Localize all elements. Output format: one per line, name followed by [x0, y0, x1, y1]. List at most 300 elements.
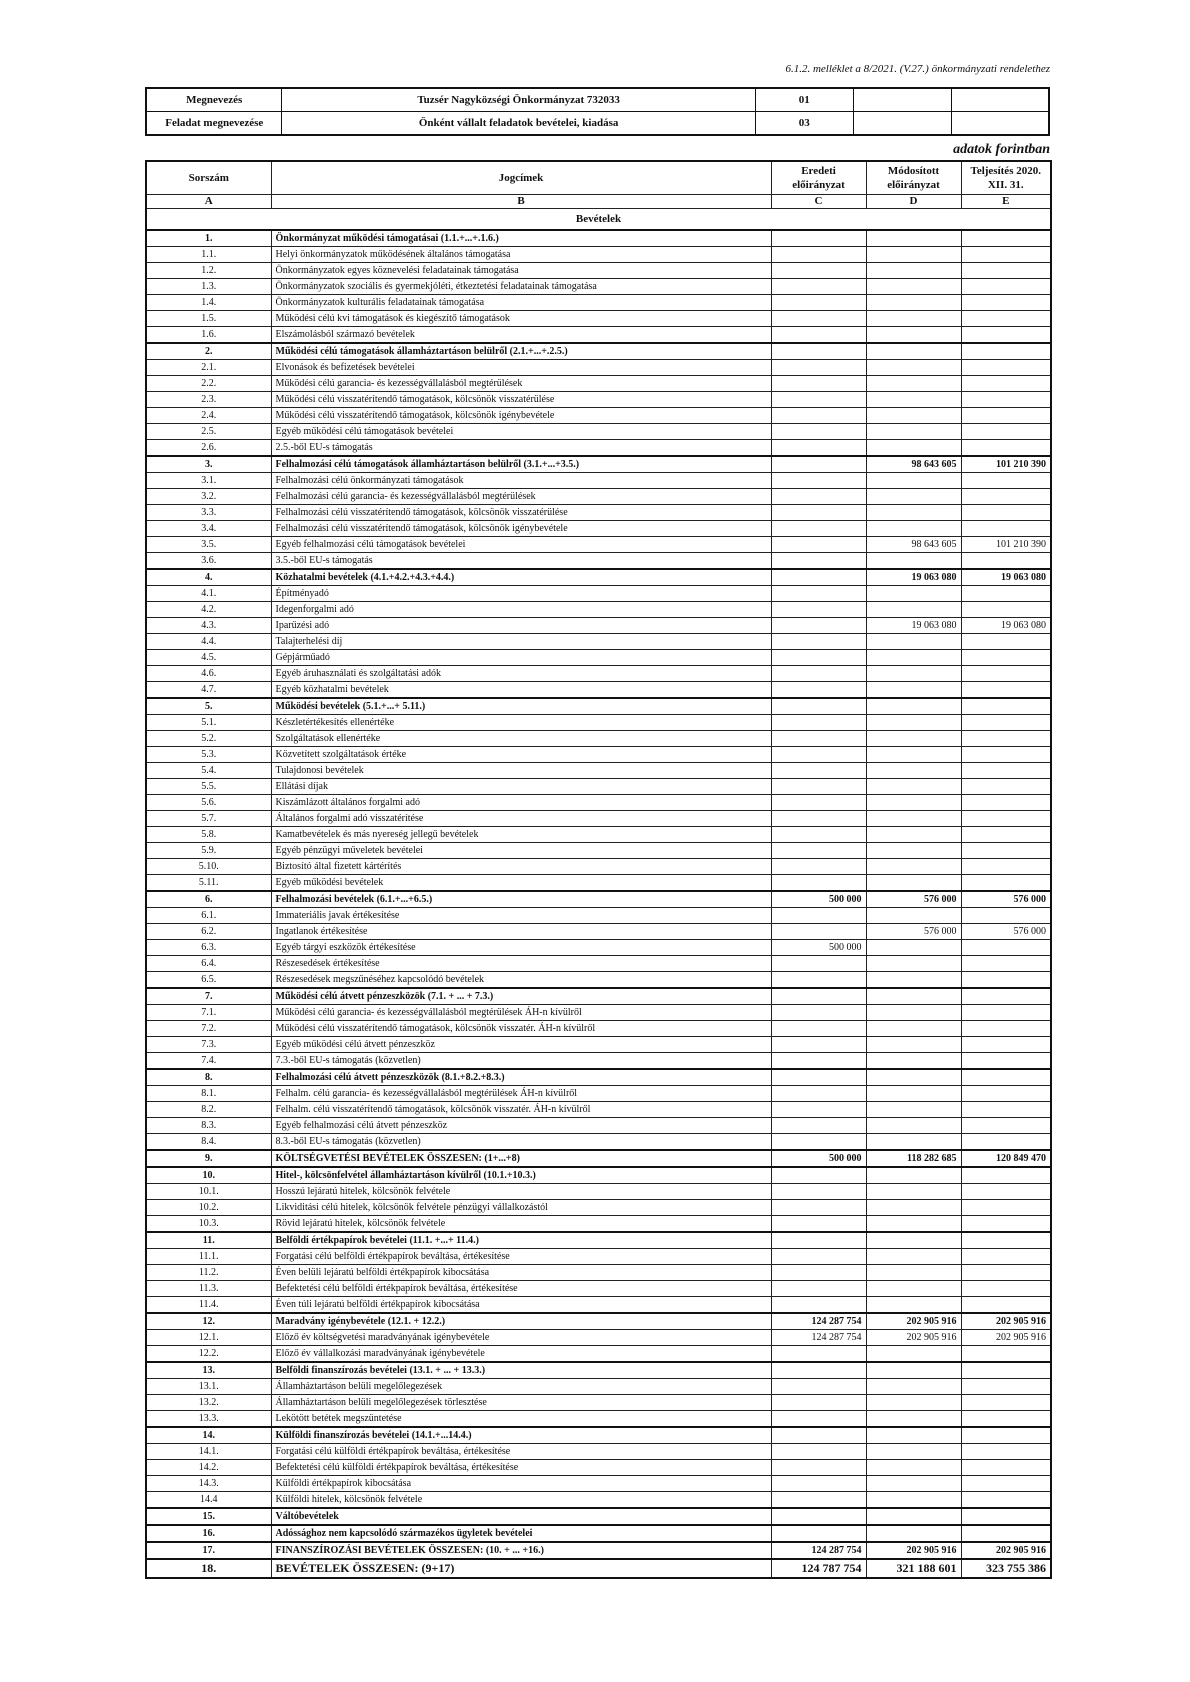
row-number: 2. [146, 343, 271, 360]
row-teljesites: 202 905 916 [961, 1313, 1051, 1330]
row-label: Felhalmozási célú önkormányzati támogatások [271, 473, 771, 489]
table-row [146, 715, 1051, 731]
row-label: Kamatbevételek és más nyereség jellegű bevételek [271, 827, 771, 843]
row-modositott [866, 715, 961, 731]
row-label: Előző év vállalkozási maradványának igénybevétele [271, 1346, 771, 1363]
row-number: 6.5. [146, 972, 271, 989]
table-row [146, 731, 1051, 747]
row-number: 5.5. [146, 779, 271, 795]
table-row [146, 1216, 1051, 1233]
row-number: 2.6. [146, 440, 271, 457]
row-eredeti [771, 489, 866, 505]
row-modositott [866, 295, 961, 311]
row-modositott [866, 1232, 961, 1249]
row-label: Közvetített szolgáltatások értéke [271, 747, 771, 763]
row-eredeti [771, 602, 866, 618]
name-label: Megnevezés [146, 88, 282, 112]
row-eredeti [771, 1134, 866, 1151]
row-label: Külföldi értékpapírok kibocsátása [271, 1476, 771, 1492]
row-eredeti [771, 408, 866, 424]
table-row [146, 489, 1051, 505]
table-row [146, 618, 1051, 634]
section-title: Bevételek [146, 209, 1051, 231]
row-eredeti [771, 230, 866, 247]
row-label: Felhalmozási célú visszatérítendő támogatások, kölcsönök igénybevétele [271, 521, 771, 537]
row-eredeti [771, 875, 866, 892]
row-label: Felhalmozási célú támogatások államháztartáson belülről (3.1.+...+3.5.) [271, 456, 771, 473]
row-teljesites [961, 1069, 1051, 1086]
row-teljesites [961, 1362, 1051, 1379]
row-number: 8.4. [146, 1134, 271, 1151]
row-number: 3.5. [146, 537, 271, 553]
table-row [146, 1102, 1051, 1118]
row-modositott [866, 731, 961, 747]
row-number: 5.6. [146, 795, 271, 811]
row-modositott: 202 905 916 [866, 1330, 961, 1346]
annex-note: 6.1.2. melléklet a 8/2021. (V.27.) önkormányzati rendelethez [785, 63, 1050, 75]
row-eredeti: 124 287 754 [771, 1330, 866, 1346]
row-modositott [866, 747, 961, 763]
row-number: 1. [146, 230, 271, 247]
row-modositott [866, 682, 961, 699]
row-number: 10. [146, 1167, 271, 1184]
row-teljesites [961, 747, 1051, 763]
row-eredeti [771, 698, 866, 715]
row-teljesites [961, 376, 1051, 392]
row-label: Általános forgalmi adó visszatérítése [271, 811, 771, 827]
row-eredeti [771, 827, 866, 843]
row-teljesites: 101 210 390 [961, 537, 1051, 553]
row-label: Maradvány igénybevétele (12.1. + 12.2.) [271, 1313, 771, 1330]
row-number: 8.3. [146, 1118, 271, 1134]
row-modositott [866, 392, 961, 408]
table-row [146, 1395, 1051, 1411]
row-modositott [866, 424, 961, 440]
col-letter: E [961, 195, 1051, 209]
row-label: Önkormányzatok egyes köznevelési feladatainak támogatása [271, 263, 771, 279]
row-eredeti [771, 1118, 866, 1134]
row-number: 13.2. [146, 1395, 271, 1411]
row-label: Szolgáltatások ellenértéke [271, 731, 771, 747]
col-eredeti: Eredeti előirányzat [771, 161, 866, 195]
row-modositott [866, 1265, 961, 1281]
table-row [146, 1200, 1051, 1216]
row-modositott [866, 489, 961, 505]
row-modositott [866, 843, 961, 859]
row-eredeti [771, 1297, 866, 1314]
blank-cell [853, 112, 951, 136]
table-row [146, 440, 1051, 457]
row-teljesites [961, 1005, 1051, 1021]
row-label: Működési bevételek (5.1.+...+ 5.11.) [271, 698, 771, 715]
row-label: Váltóbevételek [271, 1508, 771, 1525]
row-label: Likviditási célú hitelek, kölcsönök felvétele pénzügyi vállalkozástól [271, 1200, 771, 1216]
row-label: Egyéb működési célú átvett pénzeszköz [271, 1037, 771, 1053]
row-eredeti: 124 287 754 [771, 1313, 866, 1330]
row-modositott [866, 634, 961, 650]
table-row [146, 940, 1051, 956]
row-number: 6.4. [146, 956, 271, 972]
row-teljesites [961, 392, 1051, 408]
row-number: 14.1. [146, 1444, 271, 1460]
row-label: 8.3.-ből EU-s támogatás (közvetlen) [271, 1134, 771, 1151]
row-teljesites [961, 1086, 1051, 1102]
row-modositott [866, 1069, 961, 1086]
table-row [146, 569, 1051, 586]
row-label: Befektetési célú külföldi értékpapírok beváltása, értékesítése [271, 1460, 771, 1476]
row-teljesites [961, 1427, 1051, 1444]
row-teljesites [961, 1492, 1051, 1509]
row-teljesites [961, 408, 1051, 424]
row-number: 12.2. [146, 1346, 271, 1363]
table-row [146, 1005, 1051, 1021]
table-row [146, 1232, 1051, 1249]
row-eredeti [771, 456, 866, 473]
row-teljesites: 202 905 916 [961, 1542, 1051, 1559]
table-row [146, 408, 1051, 424]
row-teljesites: 101 210 390 [961, 456, 1051, 473]
row-teljesites [961, 956, 1051, 972]
row-modositott: 202 905 916 [866, 1313, 961, 1330]
row-number: 4. [146, 569, 271, 586]
row-modositott [866, 343, 961, 360]
row-modositott [866, 1102, 961, 1118]
row-eredeti [771, 473, 866, 489]
row-number: 13.3. [146, 1411, 271, 1428]
table-row [146, 505, 1051, 521]
row-label: Államháztartáson belüli megelőlegezések [271, 1379, 771, 1395]
table-row [146, 843, 1051, 859]
row-label: Működési célú garancia- és kezességvállalásból megtérülések ÁH-n kívülről [271, 1005, 771, 1021]
row-eredeti [771, 1086, 866, 1102]
row-eredeti [771, 924, 866, 940]
row-eredeti [771, 263, 866, 279]
row-label: Működési célú átvett pénzeszközök (7.1. + ... + 7.3.) [271, 988, 771, 1005]
row-number: 3.4. [146, 521, 271, 537]
row-number: 5.9. [146, 843, 271, 859]
row-teljesites [961, 1395, 1051, 1411]
table-row [146, 1476, 1051, 1492]
row-modositott [866, 1037, 961, 1053]
row-teljesites [961, 1053, 1051, 1070]
row-teljesites: 202 905 916 [961, 1330, 1051, 1346]
task-label: Feladat megnevezése [146, 112, 282, 136]
row-number: 18. [146, 1559, 271, 1578]
row-teljesites [961, 505, 1051, 521]
row-modositott [866, 230, 961, 247]
blank-cell [951, 112, 1049, 136]
row-eredeti [771, 1411, 866, 1428]
row-label: Önkormányzatok szociális és gyermekjóléti, étkeztetési feladatainak támogatása [271, 279, 771, 295]
row-label: Kiszámlázott általános forgalmi adó [271, 795, 771, 811]
row-label: KÖLTSÉGVETÉSI BEVÉTELEK ÖSSZESEN: (1+...+8) [271, 1150, 771, 1167]
table-row [146, 795, 1051, 811]
row-eredeti [771, 1167, 866, 1184]
row-eredeti [771, 843, 866, 859]
row-label: Ellátási díjak [271, 779, 771, 795]
row-number: 5. [146, 698, 271, 715]
row-modositott [866, 1411, 961, 1428]
row-teljesites [961, 1184, 1051, 1200]
row-eredeti [771, 537, 866, 553]
table-row [146, 1118, 1051, 1134]
row-label: Külföldi hitelek, kölcsönök felvétele [271, 1492, 771, 1509]
row-teljesites [961, 763, 1051, 779]
table-row [146, 1362, 1051, 1379]
row-label: Egyéb felhalmozási célú átvett pénzeszköz [271, 1118, 771, 1134]
table-row [146, 779, 1051, 795]
table-row [146, 1460, 1051, 1476]
row-label: Részesedések megszűnéséhez kapcsolódó bevételek [271, 972, 771, 989]
row-label: Működési célú visszatérítendő támogatások, kölcsönök visszatér. ÁH-n kívülről [271, 1021, 771, 1037]
row-modositott [866, 1395, 961, 1411]
col-modositott: Módosított előirányzat [866, 161, 961, 195]
row-eredeti: 500 000 [771, 940, 866, 956]
row-eredeti [771, 859, 866, 875]
table-row [146, 392, 1051, 408]
row-eredeti [771, 1525, 866, 1542]
row-label: Talajterhelési díj [271, 634, 771, 650]
row-eredeti [771, 1216, 866, 1233]
row-label: Működési célú visszatérítendő támogatások, kölcsönök visszatérülése [271, 392, 771, 408]
table-row [146, 1427, 1051, 1444]
row-modositott [866, 1297, 961, 1314]
row-eredeti [771, 1021, 866, 1037]
table-row [146, 1086, 1051, 1102]
row-teljesites [961, 1232, 1051, 1249]
row-modositott [866, 1021, 961, 1037]
table-row [146, 811, 1051, 827]
row-teljesites [961, 247, 1051, 263]
row-eredeti [771, 1265, 866, 1281]
row-number: 14.2. [146, 1460, 271, 1476]
row-teljesites [961, 553, 1051, 570]
row-label: Egyéb tárgyi eszközök értékesítése [271, 940, 771, 956]
row-label: Idegenforgalmi adó [271, 602, 771, 618]
row-teljesites [961, 473, 1051, 489]
row-teljesites [961, 875, 1051, 892]
row-modositott [866, 586, 961, 602]
row-eredeti [771, 1427, 866, 1444]
row-modositott [866, 521, 961, 537]
row-eredeti [771, 747, 866, 763]
row-teljesites [961, 908, 1051, 924]
row-number: 5.10. [146, 859, 271, 875]
row-eredeti [771, 618, 866, 634]
row-modositott [866, 505, 961, 521]
row-label: Éven belüli lejáratú belföldi értékpapírok kibocsátása [271, 1265, 771, 1281]
row-modositott [866, 1427, 961, 1444]
row-teljesites [961, 1102, 1051, 1118]
table-row [146, 230, 1051, 247]
table-row [146, 456, 1051, 473]
table-row [146, 1037, 1051, 1053]
row-teljesites: 120 849 470 [961, 1150, 1051, 1167]
row-label: Elszámolásból származó bevételek [271, 327, 771, 344]
row-label: Részesedések értékesítése [271, 956, 771, 972]
row-number: 8.2. [146, 1102, 271, 1118]
row-teljesites [961, 343, 1051, 360]
row-modositott [866, 1444, 961, 1460]
row-teljesites [961, 489, 1051, 505]
row-modositott [866, 247, 961, 263]
row-modositott [866, 666, 961, 682]
row-modositott [866, 360, 961, 376]
table-row [146, 1508, 1051, 1525]
row-modositott: 118 282 685 [866, 1150, 961, 1167]
row-eredeti: 500 000 [771, 1150, 866, 1167]
row-modositott [866, 376, 961, 392]
table-row [146, 1265, 1051, 1281]
row-teljesites [961, 1379, 1051, 1395]
row-modositott [866, 1184, 961, 1200]
row-label: FINANSZÍROZÁSI BEVÉTELEK ÖSSZESEN: (10. + ... +16.) [271, 1542, 771, 1559]
row-number: 3.2. [146, 489, 271, 505]
row-teljesites [961, 1346, 1051, 1363]
row-teljesites [961, 279, 1051, 295]
table-row [146, 666, 1051, 682]
table-row [146, 1021, 1051, 1037]
row-modositott [866, 1460, 961, 1476]
row-modositott [866, 1053, 961, 1070]
row-eredeti [771, 715, 866, 731]
row-number: 7.1. [146, 1005, 271, 1021]
row-teljesites [961, 1249, 1051, 1265]
row-label: Hitel-, kölcsönfelvétel államháztartáson kívülről (10.1.+10.3.) [271, 1167, 771, 1184]
row-modositott [866, 553, 961, 570]
row-modositott [866, 972, 961, 989]
revenue-table [145, 160, 1052, 1579]
table-row [146, 1249, 1051, 1265]
table-row [146, 1492, 1051, 1509]
row-label: BEVÉTELEK ÖSSZESEN: (9+17) [271, 1559, 771, 1578]
table-row [146, 1559, 1051, 1578]
row-eredeti: 500 000 [771, 891, 866, 908]
row-number: 12. [146, 1313, 271, 1330]
row-number: 5.1. [146, 715, 271, 731]
row-label: Felhalmozási célú átvett pénzeszközök (8.1.+8.2.+8.3.) [271, 1069, 771, 1086]
name-code: 01 [755, 88, 853, 112]
row-number: 7.4. [146, 1053, 271, 1070]
row-number: 10.1. [146, 1184, 271, 1200]
row-modositott [866, 1346, 961, 1363]
row-eredeti [771, 1249, 866, 1265]
row-eredeti [771, 779, 866, 795]
row-modositott [866, 650, 961, 666]
row-eredeti [771, 295, 866, 311]
row-modositott [866, 1005, 961, 1021]
row-number: 7. [146, 988, 271, 1005]
table-row [146, 650, 1051, 666]
row-teljesites [961, 1216, 1051, 1233]
row-eredeti [771, 1069, 866, 1086]
row-teljesites [961, 1411, 1051, 1428]
row-eredeti [771, 424, 866, 440]
row-label: Egyéb áruhasználati és szolgáltatási adók [271, 666, 771, 682]
row-eredeti [771, 1037, 866, 1053]
row-eredeti [771, 795, 866, 811]
row-number: 1.5. [146, 311, 271, 327]
table-row [146, 747, 1051, 763]
row-label: 7.3.-ből EU-s támogatás (közvetlen) [271, 1053, 771, 1070]
row-teljesites [961, 263, 1051, 279]
table-row [146, 1150, 1051, 1167]
row-eredeti [771, 311, 866, 327]
row-teljesites [961, 360, 1051, 376]
row-eredeti: 124 787 754 [771, 1559, 866, 1578]
row-modositott: 202 905 916 [866, 1542, 961, 1559]
row-modositott: 98 643 605 [866, 456, 961, 473]
row-eredeti [771, 972, 866, 989]
row-number: 2.1. [146, 360, 271, 376]
row-number: 6.1. [146, 908, 271, 924]
row-teljesites [961, 843, 1051, 859]
row-teljesites [961, 230, 1051, 247]
row-teljesites: 576 000 [961, 924, 1051, 940]
table-row [146, 376, 1051, 392]
row-number: 7.3. [146, 1037, 271, 1053]
col-letter: C [771, 195, 866, 209]
row-teljesites [961, 602, 1051, 618]
row-modositott [866, 1508, 961, 1525]
row-label: Tulajdonosi bevételek [271, 763, 771, 779]
row-modositott [866, 327, 961, 344]
table-row [146, 1053, 1051, 1070]
row-label: Előző év költségvetési maradványának igénybevétele [271, 1330, 771, 1346]
row-eredeti [771, 1053, 866, 1070]
row-label: Éven túli lejáratú belföldi értékpapírok kibocsátása [271, 1297, 771, 1314]
row-label: Rövid lejáratú hitelek, kölcsönök felvétele [271, 1216, 771, 1233]
col-jogcimek: Jogcímek [271, 161, 771, 195]
row-modositott [866, 1476, 961, 1492]
row-eredeti [771, 1395, 866, 1411]
row-number: 2.2. [146, 376, 271, 392]
row-label: Egyéb közhatalmi bevételek [271, 682, 771, 699]
row-number: 14.3. [146, 1476, 271, 1492]
table-row [146, 859, 1051, 875]
row-modositott [866, 698, 961, 715]
row-number: 3.3. [146, 505, 271, 521]
row-teljesites [961, 634, 1051, 650]
row-teljesites [961, 731, 1051, 747]
row-modositott [866, 473, 961, 489]
table-row [146, 360, 1051, 376]
row-label: Felhalmozási célú garancia- és kezességvállalásból megtérülések [271, 489, 771, 505]
row-modositott [866, 956, 961, 972]
row-eredeti [771, 586, 866, 602]
row-number: 4.6. [146, 666, 271, 682]
row-modositott [866, 602, 961, 618]
row-modositott [866, 1249, 961, 1265]
row-modositott: 576 000 [866, 891, 961, 908]
row-number: 10.3. [146, 1216, 271, 1233]
row-eredeti [771, 1460, 866, 1476]
row-number: 4.3. [146, 618, 271, 634]
row-eredeti [771, 988, 866, 1005]
row-modositott [866, 795, 961, 811]
row-eredeti [771, 392, 866, 408]
row-number: 14.4 [146, 1492, 271, 1509]
row-teljesites [961, 1297, 1051, 1314]
row-teljesites [961, 811, 1051, 827]
row-number: 6.2. [146, 924, 271, 940]
row-label: Működési célú támogatások államháztartáson belülről (2.1.+...+.2.5.) [271, 343, 771, 360]
task-code: 03 [755, 112, 853, 136]
row-label: Belföldi finanszírozás bevételei (13.1. + ... + 13.3.) [271, 1362, 771, 1379]
row-teljesites [961, 827, 1051, 843]
row-teljesites [961, 1265, 1051, 1281]
table-row [146, 247, 1051, 263]
